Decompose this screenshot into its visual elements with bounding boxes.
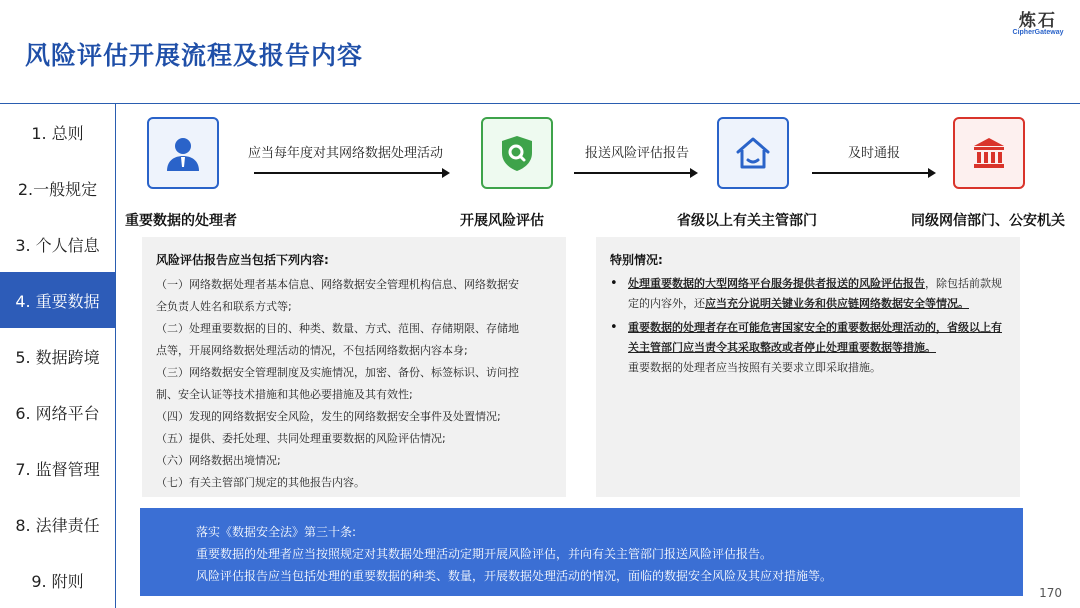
sidebar-nav bbox=[0, 104, 116, 608]
report-item-line: 点等，开展网络数据处理活动的情况，不包括网络数据内容本身; bbox=[156, 344, 468, 357]
sidebar-item-personal-info[interactable]: 3. 个人信息 bbox=[15, 235, 100, 255]
sidebar-item-cross-border[interactable]: 5. 数据跨境 bbox=[15, 347, 100, 367]
sidebar-item-network-platform[interactable]: 6. 网络平台 bbox=[15, 403, 100, 423]
sidebar-item-appendix[interactable]: 9. 附则 bbox=[31, 571, 84, 591]
special-cases-panel bbox=[596, 237, 1020, 497]
flow-node-processor bbox=[147, 117, 219, 189]
logo-text-cn: 炼石 bbox=[1019, 11, 1057, 31]
flow-node-cyberspace-police bbox=[953, 117, 1025, 189]
arrow-label-notify: 及时通报 bbox=[848, 146, 901, 161]
home-icon bbox=[733, 133, 773, 173]
sidebar-item-supervision[interactable]: 7. 监督管理 bbox=[15, 459, 100, 479]
sidebar-item-important-data[interactable]: 4. 重要数据 bbox=[0, 272, 115, 328]
sidebar-item-general-rules[interactable]: 2.一般规定 bbox=[17, 179, 98, 199]
node-label-processor: 重要数据的处理者 bbox=[125, 213, 237, 229]
page-number: 170 bbox=[1039, 586, 1062, 600]
report-item-line: （三）网络数据安全管理制度及实施情况，加密、备份、标签标识、访问控 bbox=[156, 366, 519, 379]
report-item-line: （五）提供、委托处理、共同处理重要数据的风险评估情况; bbox=[156, 432, 446, 445]
header-divider bbox=[0, 103, 1080, 104]
report-item-line: 制、安全认证等技术措施和其他必要措施及其有效性; bbox=[156, 388, 413, 401]
special-case-bullet-2 bbox=[610, 318, 1006, 358]
special-case-bullet-1 bbox=[610, 274, 1006, 314]
flow-arrow-2 bbox=[574, 172, 696, 174]
report-item-line: 全负责人姓名和联系方式等; bbox=[156, 300, 292, 313]
banner-line-2: 重要数据的处理者应当按照规定对其数据处理活动定期开展风险评估，并向有关主管部门报送风险评估报告。 bbox=[196, 547, 773, 561]
flow-node-risk-assessment bbox=[481, 117, 553, 189]
flow-node-authority bbox=[717, 117, 789, 189]
report-item-line: （六）网络数据出境情况; bbox=[156, 454, 281, 467]
data-security-law-banner bbox=[140, 508, 1023, 596]
sidebar-item-legal-liability[interactable]: 8. 法律责任 bbox=[15, 515, 100, 535]
node-label-authority: 省级以上有关主管部门 bbox=[677, 213, 817, 229]
report-item-line: （七）有关主管部门规定的其他报告内容。 bbox=[156, 476, 365, 489]
bullet-1-bold-2: 应当充分说明关键业务和供应链网络数据安全等情况。 bbox=[705, 297, 969, 310]
bullet-2-bold: 重要数据的处理者存在可能危害国家安全的重要数据处理活动的，省级以上有关主管部门应当责令其采取整改或者停止处理重要数据等措施。 bbox=[628, 321, 1002, 354]
report-item-line: （一）网络数据处理者基本信息、网络数据安全管理机构信息、网络数据安 bbox=[156, 278, 519, 291]
node-label-cyberspace-police: 同级网信部门、公安机关 bbox=[911, 213, 1065, 229]
flow-arrow-3 bbox=[812, 172, 934, 174]
report-content-panel bbox=[142, 237, 566, 497]
arrow-label-submit-report: 报送风险评估报告 bbox=[585, 146, 690, 161]
banner-line-1: 落实《数据安全法》第三十条: bbox=[196, 525, 357, 539]
report-item-line: （四）发现的网络数据安全风险，发生的网络数据安全事件及处置情况; bbox=[156, 410, 501, 423]
node-label-risk-assessment: 开展风险评估 bbox=[460, 213, 544, 229]
sidebar-item-general-principles[interactable]: 1. 总则 bbox=[31, 123, 84, 143]
special-case-followup: 重要数据的处理者应当按照有关要求立即采取措施。 bbox=[628, 361, 881, 374]
flow-arrow-1 bbox=[254, 172, 448, 174]
report-content-heading: 风险评估报告应当包括下列内容: bbox=[156, 253, 329, 267]
special-cases-heading: 特别情况: bbox=[610, 253, 663, 267]
report-item-line: （二）处理重要数据的目的、种类、数量、方式、范围、存储期限、存储地 bbox=[156, 322, 519, 335]
banner-line-3: 风险评估报告应当包括处理的重要数据的种类、数量，开展数据处理活动的情况，面临的数据安全风险及其应对措施等。 bbox=[196, 569, 833, 583]
arrow-label-annual: 应当每年度对其网络数据处理活动 bbox=[248, 146, 444, 161]
shield-search-icon bbox=[497, 133, 537, 173]
bullet-1-bold: 处理重要数据的大型网络平台服务提供者报送的风险评估报告 bbox=[628, 277, 925, 290]
bank-icon bbox=[969, 133, 1009, 173]
logo-text-en: CipherGateway bbox=[1012, 29, 1064, 36]
page-title: 风险评估开展流程及报告内容 bbox=[25, 41, 364, 70]
company-logo bbox=[1006, 6, 1070, 36]
person-icon bbox=[163, 133, 203, 173]
bullet-1-plain: ，除包括前款规定的内容外，还 bbox=[628, 277, 1002, 310]
